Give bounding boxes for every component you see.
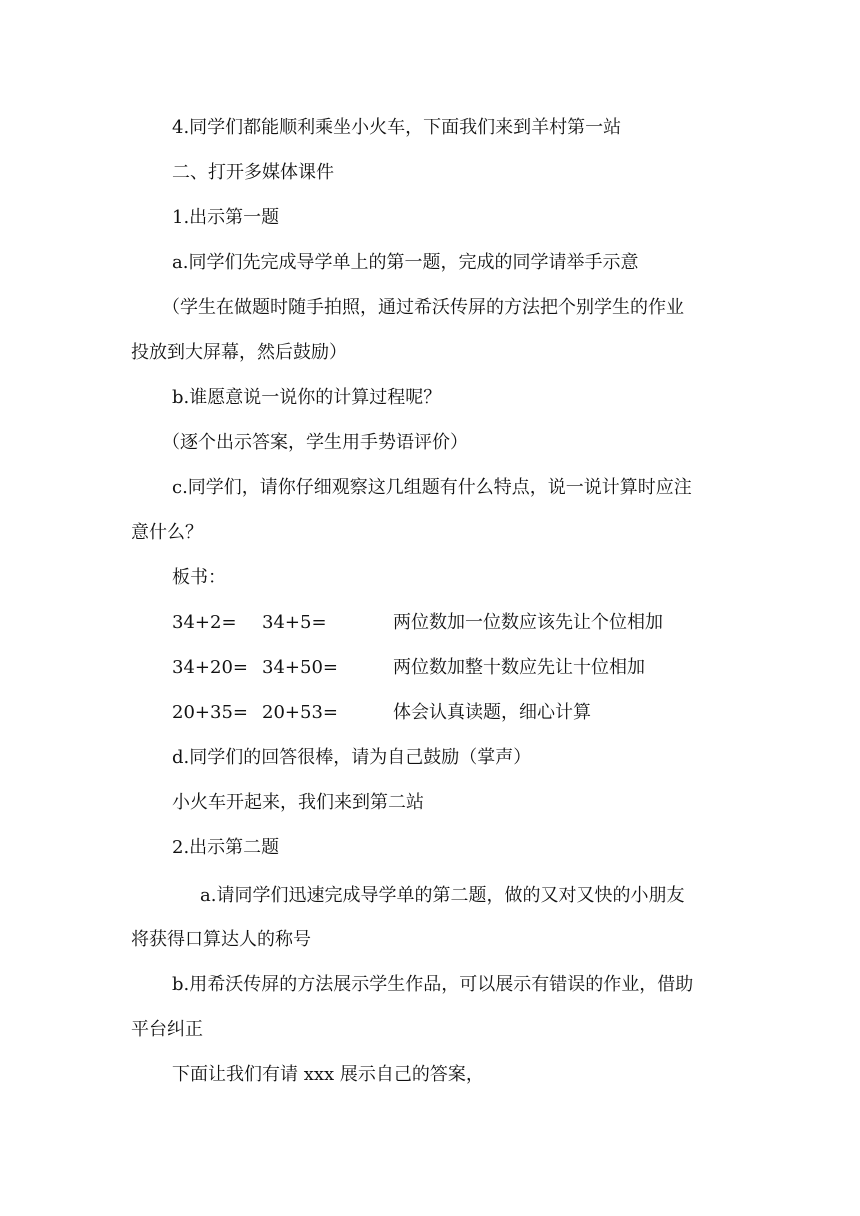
paragraph: d.同学们的回答很棒，请为自己鼓励（掌声）	[172, 747, 532, 768]
board-note: 体会认真读题，细心计算	[393, 702, 591, 723]
board-expr-a: 34+20=	[172, 657, 248, 678]
board-expr-b: 34+5=	[262, 612, 327, 633]
paragraph: a.同学们先完成导学单上的第一题，完成的同学请举手示意	[172, 252, 639, 273]
board-expr-a: 34+2=	[172, 612, 237, 633]
paragraph: b.谁愿意说一说你的计算过程呢？	[172, 387, 442, 408]
board-expr-b: 20+53=	[262, 702, 338, 723]
section-heading: 二、打开多媒体课件	[172, 162, 334, 183]
paragraph: 平台纠正	[131, 1019, 203, 1040]
paragraph: （学生在做题时随手拍照，通过希沃传屏的方法把个别学生的作业	[162, 297, 684, 318]
board-note: 两位数加整十数应先让十位相加	[393, 657, 645, 678]
paragraph: c.同学们，请你仔细观察这几组题有什么特点，说一说计算时应注	[172, 477, 692, 498]
paragraph: 将获得口算达人的称号	[131, 929, 311, 950]
board-heading: 板书：	[172, 567, 226, 588]
paragraph: 1.出示第一题	[172, 207, 280, 228]
board-expr-b: 34+50=	[262, 657, 338, 678]
paragraph: a.请同学们迅速完成导学单的第二题，做的又对又快的小朋友	[200, 885, 685, 906]
paragraph: 投放到大屏幕，然后鼓励）	[131, 342, 347, 363]
board-expr-a: 20+35=	[172, 702, 248, 723]
paragraph: （逐个出示答案，学生用手势语评价）	[162, 432, 468, 453]
paragraph: 小火车开起来，我们来到第二站	[172, 792, 424, 813]
paragraph: 意什么？	[131, 522, 203, 543]
paragraph: 4.同学们都能顺利乘坐小火车，下面我们来到羊村第一站	[172, 117, 622, 138]
paragraph: 2.出示第二题	[172, 837, 280, 858]
paragraph: b.用希沃传屏的方法展示学生作品，可以展示有错误的作业，借助	[172, 974, 694, 995]
paragraph: 下面让我们有请 xxx 展示自己的答案，	[172, 1064, 484, 1085]
board-note: 两位数加一位数应该先让个位相加	[393, 612, 663, 633]
